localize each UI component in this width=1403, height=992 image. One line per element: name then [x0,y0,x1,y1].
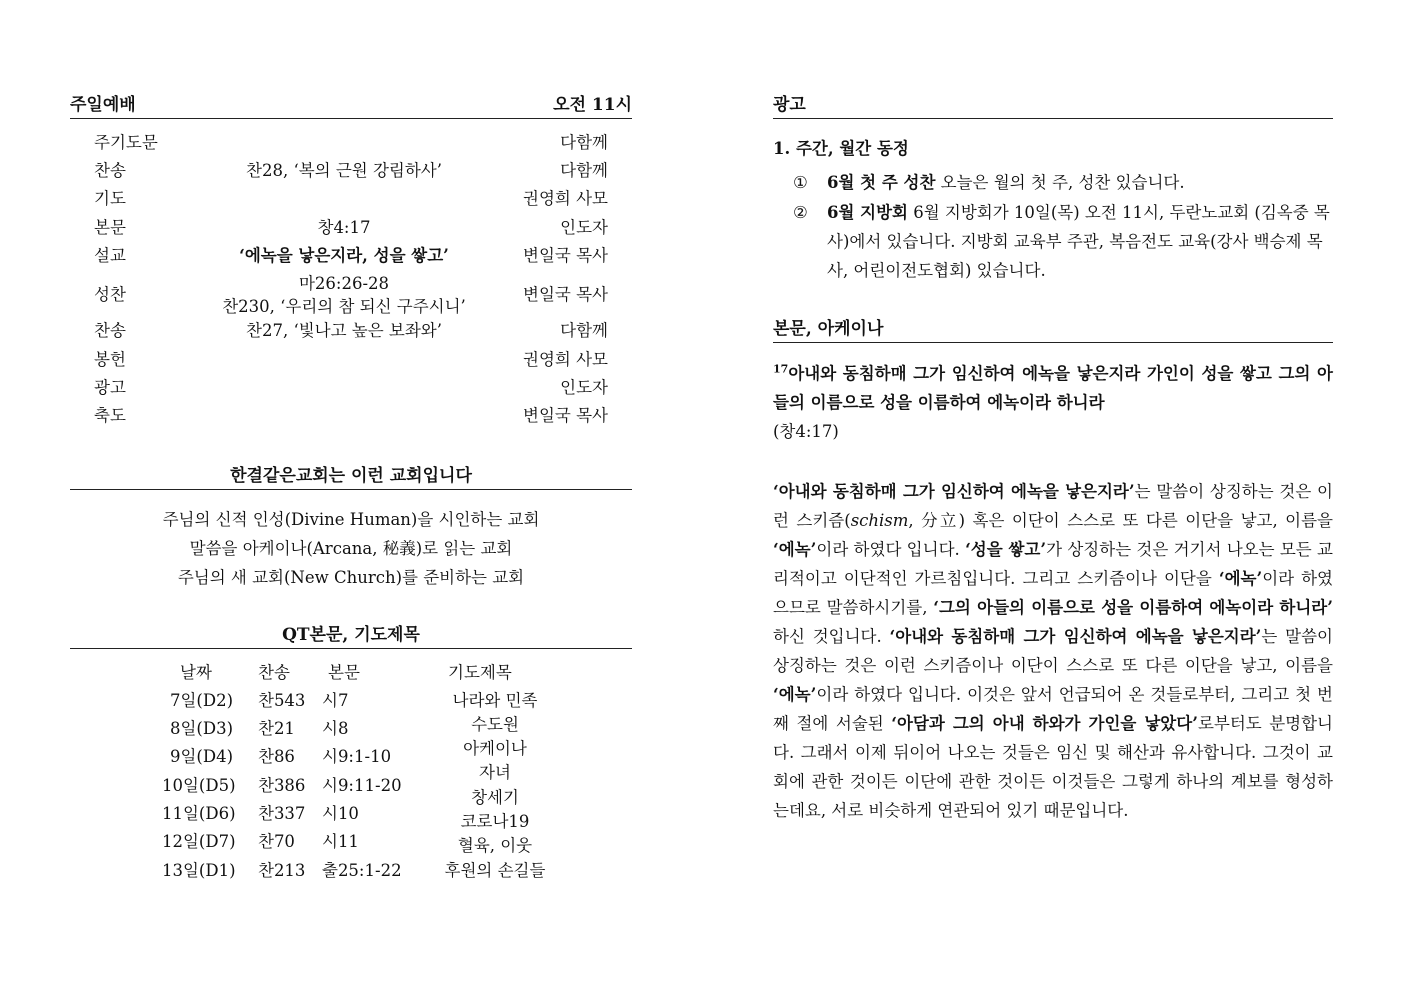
verse-number: 17 [773,362,789,376]
left-page: 주일예배 오전 11시 주기도문 다함께 찬송 찬28, ‘복의 근원 강림하사’ 다함께 기도 권영희 사모 본문 창4:17 인도자 설교 ‘에녹을 낳은지라, 성을 쌓고’ 변일국 목사 성찬 변일국 목사 마26:26-28 찬230, ‘우리의 참 되신 구주시니’ 찬송 찬27, ‘빛나고 높은 보좌와’ 다함께 봉헌 권영희 사모 광고 인도자 축도 변일국 목사 한결같은교회는 이런 교회입니다 주님의 신적 인성(Divine Human)을 시인하는 교회 말씀을 아케이나(Arcana, 秘義)로 읽는 교회 주님의 새 교회(New Church)를 준비하는 교회 QT본문, 기도제목 날짜 찬송 본문 기도제목 7일(D2) 찬543 시7 8일(D3) 찬21 시8 9일(D4) 찬86 시9:1-10 10일(D5) 찬386 시9:11-20 11일(D6) 찬337 시10 12일(D7) 찬70 시11 13일(D1) 찬213 출25:1-22 나라와 민족 수도원 아케이나 자녀 창세기 코로나19 혈육, 이웃 후원의 손길들 [70,95,632,880]
qt-title: QT본문, 기도제목 [282,625,420,645]
announcements-header [773,94,1333,119]
scripture-verse: $^{17}$아내와 동침하매 그가 임신하여 에녹을 낳은지라 가인이 성을 쌓고 그의 아들의 이름으로 성을 이름하여 에녹이라 하니라 (창4:17) [773,362,1333,441]
qt-header [70,624,632,649]
qt-prayer: 후원의 손길들 [444,861,546,880]
arcana-header [773,318,1333,343]
qt-prayer: 자녀 [479,763,511,782]
qt-prayer: 코로나19 [460,812,530,831]
arcana-title: 본문, 아케이나 [773,319,884,339]
about-title: 한결같은교회는 이런 교회입니다 [230,466,472,486]
qt-prayer: 창세기 [471,788,519,807]
qt-prayer: 아케이나 [463,739,527,758]
commentary-paragraph: ‘아내와 동침하매 그가 임신하여 에녹을 낳은지라’는 말씀이 상징하는 것은 이런 스키즘(schism, 分立) 혹은 이단이 스스로 또 다른 이단을 낳고, 이름을 ‘에녹’이라 하였다 입니다. ‘성을 쌓고’가 상징하는 것은 거기서 나오는 모든 교리적이고 이단적인 가르침입니다. 그리고 스키즘이나 이단을 ‘에녹’이라 하였으므로 말씀하시기를, ‘그의 아들의 이름으로 성을 이름하여 에녹이라 하니라’ 하신 것입니다. ‘아내와 동침하매 그가 임신하여 에녹을 낳은지라’는 말씀이 상징하는 것은 이런 스키즘이나 이단이 스스로 또 다른 이단을 낳고, 이름을 ‘에녹’이라 하였다 입니다. 이것은 앞서 언급되어 온 것들로부터, 그리고 첫 번째 절에 서술된 ‘아담과 그의 아내 하와가 가인을 낳았다’로부터도 분명합니다. 그래서 이제 뒤이어 나오는 것들은 임신 및 해산과 유사합니다. 그것이 교회에 관한 것이든 이단에 관한 것이든 이것들은 그렇게 하나의 계보를 형성하는데요, 서로 비슷하게 연관되어 있기 때문입니다. [773,482,1334,820]
qt-prayer: 혈육, 이웃 [457,836,533,855]
about-line: 주님의 새 교회(New Church)를 준비하는 교회 [177,568,525,587]
announcement-item: ② 6월 지방회 6월 지방회가 10일(목) 오전 11시, 두란노교회 (김옥중 목사)에서 있습니다. 지방회 교육부 주관, 복음전도 교육(강사 백승제 목사, 어린이전도협회) 있습니다. [793,203,1330,280]
about-line: 말씀을 아케이나(Arcana, 秘義)로 읽는 교회 [189,539,513,558]
verse-reference: (창4:17) [773,422,839,441]
qt-prayer: 수도원 [471,715,519,734]
sermon-title: ‘에녹을 낳은지라, 성을 쌓고’ [239,246,449,265]
worship-header [70,94,632,119]
announcement-item: ① 6월 첫 주 성찬 오늘은 월의 첫 주, 성찬 있습니다. [793,173,1185,192]
qt-prayer: 나라와 민족 [452,691,538,710]
announcements-title: 광고 [773,95,806,115]
right-page [773,0,1333,992]
about-header [70,465,632,490]
worship-time: 오전 11시 [553,95,632,115]
worship-title: 주일예배 [70,95,136,115]
about-line: 주님의 신적 인성(Divine Human)을 시인하는 교회 [162,510,540,529]
announcement-section-title: 1. 주간, 월간 동정 [773,139,909,158]
